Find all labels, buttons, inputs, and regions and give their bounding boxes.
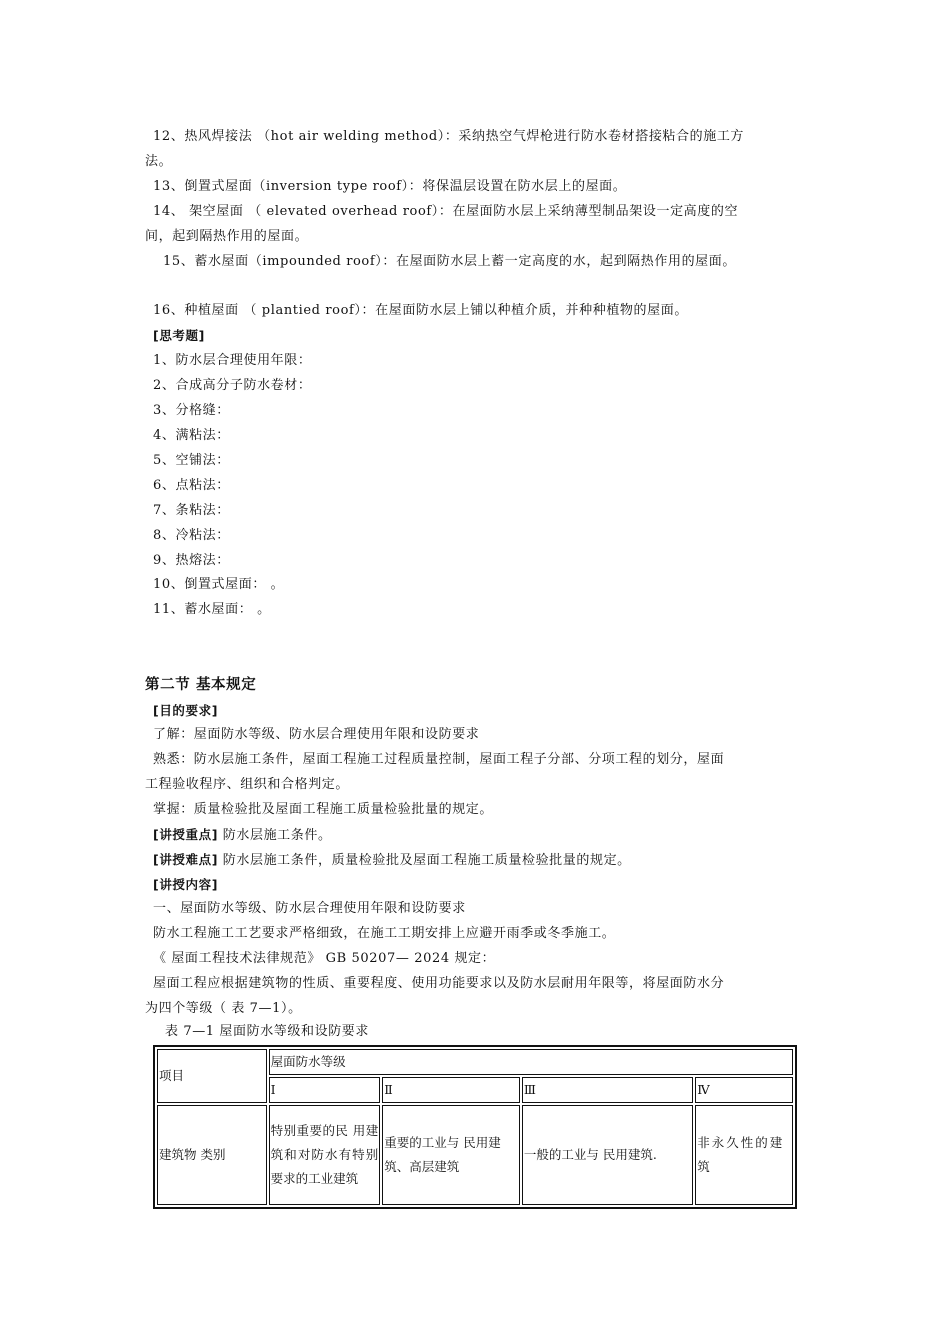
table-header-grade: Ⅱ — [382, 1077, 520, 1103]
key-point-label: [讲授重点] — [153, 827, 219, 842]
section-title: 第二节 基本规定 — [145, 677, 257, 693]
table-header-grade: Ⅲ — [522, 1077, 693, 1103]
definition-14: 14、 架空屋面 （ elevated overhead roof）：在屋面防水层上采纳薄型制品架设一定高度的空 — [153, 204, 739, 219]
question-item: 9、热熔法： — [153, 553, 230, 568]
question-item: 3、分格缝： — [153, 403, 230, 418]
content-paragraph: 防水工程施工工艺要求严格细致，在施工工期安排上应避开雨季或冬季施工。 — [153, 926, 616, 941]
goal-familiar-cont: 工程验收程序、组织和合格判定。 — [145, 777, 350, 792]
key-point-text: 防水层施工条件。 — [218, 828, 332, 843]
definition-13: 13、倒置式屋面（inversion type roof）：将保温层设置在防水层上的屋面。 — [153, 179, 627, 194]
table-cell: 重要的工业与 民用建筑、高层建筑 — [382, 1105, 520, 1205]
definition-15: 15、蓄水屋面（impounded roof）：在屋面防水层上蓄一定高度的水，起到隔热作用的屋面。 — [163, 254, 736, 269]
table-header-grade: I — [269, 1077, 381, 1103]
difficult-point — [145, 847, 818, 872]
question-item: 6、点粘法： — [153, 478, 230, 493]
goal-understand: 了解：屋面防水等级、防水层合理使用年限和设防要求 — [153, 727, 480, 742]
goal-heading: [目的要求] — [153, 703, 219, 718]
table-cell: 非永久性的建筑 — [695, 1105, 793, 1205]
table-caption: 表 7—1 屋面防水等级和设防要求 — [165, 1024, 370, 1039]
difficult-point-label: [讲授难点] — [153, 852, 219, 867]
table-row — [157, 1049, 793, 1075]
table-row — [157, 1105, 793, 1205]
question-item: 4、满粘法： — [153, 428, 230, 443]
question-item: 1、防水层合理使用年限： — [153, 353, 312, 368]
content-paragraph-cont: 为四个等级（ 表 7—1）。 — [145, 1001, 302, 1016]
content-paragraph: 一、屋面防水等级、防水层合理使用年限和设防要求 — [153, 901, 466, 916]
content-paragraph: 《 屋面工程技术法律规范》 GB 50207— 2024 规定： — [153, 951, 496, 966]
table-row-label: 建筑物 类别 — [157, 1105, 267, 1205]
table-header-grade: Ⅳ — [695, 1077, 793, 1103]
definition-14-cont: 间，起到隔热作用的屋面。 — [145, 229, 309, 244]
question-item: 5、空铺法： — [153, 453, 230, 468]
table-cell: 一般的工业与 民用建筑. — [522, 1105, 693, 1205]
question-item: 2、合成高分子防水卷材： — [153, 378, 312, 393]
key-point — [145, 822, 818, 847]
table-header-grade-group: 屋面防水等级 — [269, 1049, 793, 1075]
question-item: 7、条粘法： — [153, 503, 230, 518]
table-header-item: 项目 — [157, 1049, 267, 1103]
table-cell: 特别重要的民 用建筑和对防水有特别要求的工业建筑 — [269, 1105, 381, 1205]
goal-master: 掌握：质量检验批及屋面工程施工质量检验批量的规定。 — [153, 802, 494, 817]
question-item: 8、冷粘法： — [153, 528, 230, 543]
waterproof-grade-table — [153, 1045, 797, 1209]
goal-familiar: 熟悉：防水层施工条件，屋面工程施工过程质量控制，屋面工程子分部、分项工程的划分，屋面 — [153, 752, 725, 767]
definition-12-cont: 法。 — [145, 154, 173, 169]
content-paragraph: 屋面工程应根据建筑物的性质、重要程度、使用功能要求以及防水层耐用年限等，将屋面防水分 — [153, 976, 725, 991]
questions-heading: [思考题] — [153, 328, 205, 343]
definition-12: 12、热风焊接法 （hot air welding method）：采纳热空气焊枪进行防水卷材搭接粘合的施工方 — [153, 129, 745, 144]
definition-16: 16、种植屋面 （ plantied roof）：在屋面防水层上铺以种植介质，并种种植物的屋面。 — [153, 303, 688, 318]
difficult-point-text: 防水层施工条件，质量检验批及屋面工程施工质量检验批量的规定。 — [218, 853, 631, 868]
question-item: 11、蓄水屋面： 。 — [153, 602, 271, 617]
content-heading: [讲授内容] — [153, 877, 219, 892]
question-item: 10、倒置式屋面： 。 — [153, 577, 285, 592]
